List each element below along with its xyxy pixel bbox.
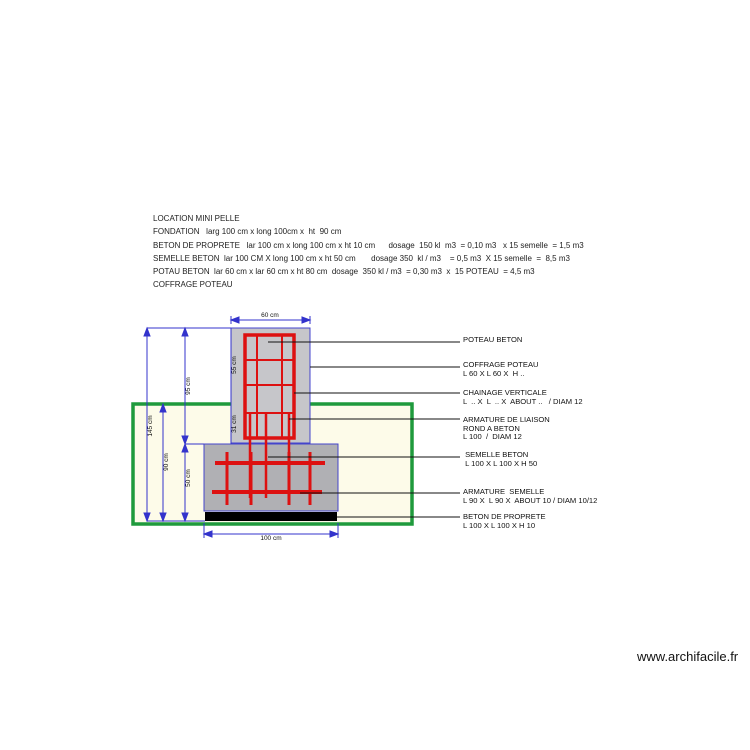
- note-line: SEMELLE BETON lar 100 CM X long 100 cm x ht 50 cm dosage 350 kl / m3 = 0,5 m3 X 15 semelle = 8,5 m3: [153, 253, 570, 263]
- dim-55: 55 cm: [231, 356, 238, 374]
- dim-60: 60 cm: [261, 312, 279, 319]
- label-beton-proprete: BETON DE PROPRETE L 100 X L 100 X H 10: [463, 512, 546, 530]
- dim-100: 100 cm: [260, 535, 282, 542]
- dim-50: 50 cm: [185, 469, 192, 487]
- beton-proprete: [205, 512, 337, 521]
- note-line: BETON DE PROPRETE lar 100 cm x long 100 cm x ht 10 cm dosage 150 kl m3 = 0,10 m3 x 15 semelle = 1,5 m3: [153, 240, 584, 250]
- label-armature-semelle: ARMATURE SEMELLE L 90 X L 90 X ABOUT 10 / DIAM 10/12: [463, 487, 598, 505]
- dim-31: 31 cm: [231, 415, 238, 433]
- dim-145: 145 cm: [147, 415, 154, 437]
- semelle-beton: [204, 444, 338, 511]
- dim-95: 95 cm: [185, 377, 192, 395]
- note-line: FONDATION larg 100 cm x long 100cm x ht 90 cm: [153, 227, 342, 237]
- label-semelle-beton: SEMELLE BETON L 100 X L 100 X H 50: [465, 450, 538, 468]
- label-coffrage-poteau: COFFRAGE POTEAU L 60 X L 60 X H ..: [463, 360, 539, 378]
- watermark-link[interactable]: www.archifacile.fr: [637, 649, 739, 664]
- label-armature-liaison: ARMATURE DE LIAISON ROND A BETON L 100 / DIAM 12: [463, 415, 550, 442]
- label-poteau-beton: POTEAU BETON: [463, 335, 523, 344]
- notes-block: [153, 212, 584, 292]
- label-chainage-verticale: CHAINAGE VERTICALE L .. X L .. X ABOUT .. / DIAM 12: [463, 388, 583, 406]
- note-line: POTAU BETON lar 60 cm x lar 60 cm x ht 80 cm dosage 350 kl / m3 = 0,30 m3 x 15 POTEAU = 4,5 m3: [153, 267, 535, 277]
- dim-90: 90 cm: [163, 453, 170, 471]
- note-line: COFFRAGE POTEAU: [153, 280, 233, 290]
- note-line: LOCATION MINI PELLE: [153, 214, 240, 223]
